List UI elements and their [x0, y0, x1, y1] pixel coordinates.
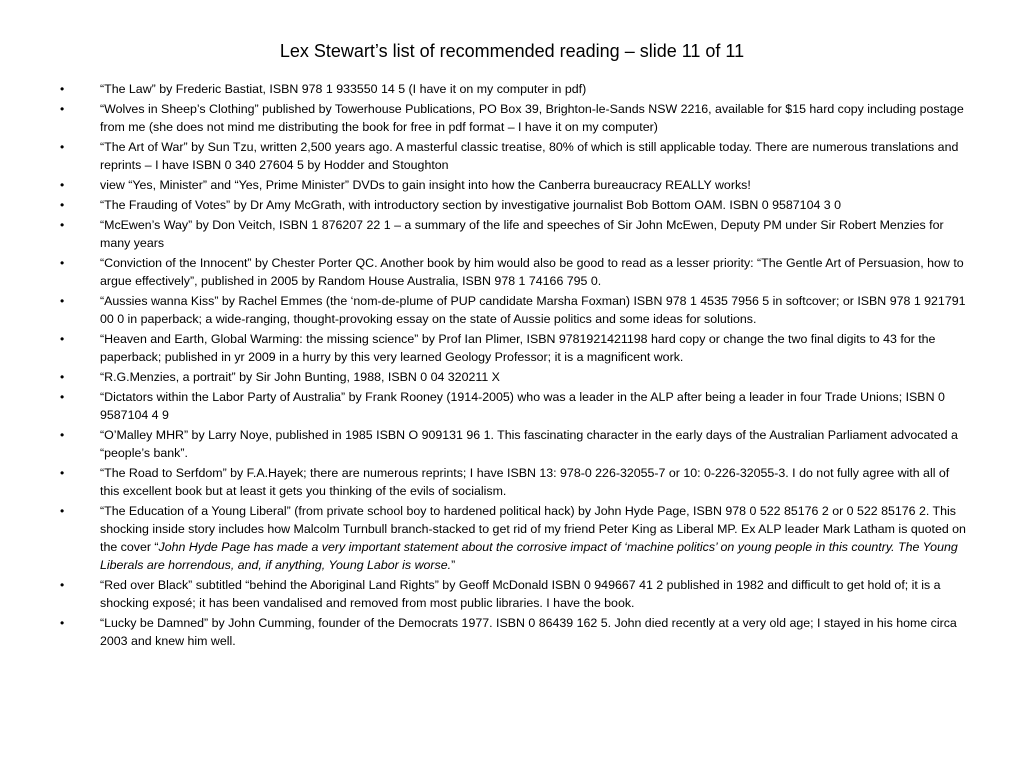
list-item [60, 330, 970, 366]
bullet-icon: • [60, 102, 65, 116]
item-text: view “Yes, Minister” and “Yes, Prime Minister” DVDs to gain insight into how the Canberra bureaucracy REALLY works! [100, 178, 751, 192]
bullet-icon: • [60, 82, 65, 96]
reading-list [60, 80, 970, 652]
quote-close: ” [451, 558, 456, 572]
bullet-icon: • [60, 294, 65, 308]
list-item [60, 502, 970, 574]
bullet-icon: • [60, 178, 65, 192]
list-item [60, 196, 970, 214]
item-text: “McEwen’s Way” by Don Veitch, ISBN 1 876207 22 1 – a summary of the life and speeches of Sir John McEwen, Deputy PM under Sir Robert Menzies for many years [100, 218, 944, 250]
slide-title: Lex Stewart’s list of recommended reading – slide 11 of 11 [279, 41, 745, 61]
item-text: “Conviction of the Innocent” by Chester Porter QC. Another book by him would also be good to read as a lesser priority: “The Gentle Art of Persuasion, how to argue effectively”, published in 2005 by Random House Australia, ISBN 978 1 74166 795 0. [100, 256, 964, 288]
bullet-icon: • [60, 256, 65, 270]
item-text: “The Education of a Young Liberal” (from private school boy to hardened political hack) by John Hyde Page, ISBN 978 0 522 85176 2 or 0 522 85176 2. This shocking inside story includes how Malcolm Turnbull branch-stacked to get rid of my friend Peter King as Liberal MP. Ex ALP leader Mark Latham is quoted on the cover “ [100, 504, 966, 554]
item-text: “The Law” by Frederic Bastiat, ISBN 978 1 933550 14 5 (I have it on my computer in pdf) [100, 82, 587, 96]
list-item [60, 576, 970, 612]
bullet-icon: • [60, 578, 65, 592]
bullet-icon: • [60, 140, 65, 154]
item-text: “Lucky be Damned” by John Cumming, founder of the Democrats 1977. ISBN 0 86439 162 5. John died recently at a very old age; I stayed in his home circa 2003 and knew him well. [100, 616, 957, 648]
bullet-icon: • [60, 370, 65, 384]
bullet-icon: • [60, 332, 65, 346]
cover-quote: John Hyde Page has made a very important statement about the corrosive impact of ‘machine politics’ on young people in this country. The Young Liberals are horrendous, and, if anything, Young Labor is worse. [100, 540, 958, 572]
list-item [60, 138, 970, 174]
bullet-icon: • [60, 504, 65, 518]
bullet-icon: • [60, 390, 65, 404]
item-text: “Wolves in Sheep’s Clothing” published by Towerhouse Publications, PO Box 39, Brighton-le-Sands NSW 2216, available for $15 hard copy including postage from me (she does not mind me distributing the book for free in pdf format – I have it on my computer) [100, 102, 964, 134]
item-text: “The Road to Serfdom” by F.A.Hayek; there are numerous reprints; I have ISBN 13: 978-0 226-32055-7 or 10: 0-226-32055-3. I do not fully agree with all of this excellent book but at least it gets you thinking of the evils of socialism. [100, 466, 950, 498]
list-item [60, 216, 970, 252]
list-item [60, 426, 970, 462]
bullet-icon: • [60, 198, 65, 212]
item-text: “The Art of War” by Sun Tzu, written 2,500 years ago. A masterful classic treatise, 80% of which is still applicable today. There are numerous translations and reprints – I have ISBN 0 340 27604 5 by Hodder and Stoughton [100, 140, 959, 172]
list-item [60, 464, 970, 500]
list-item [60, 254, 970, 290]
bullet-icon: • [60, 428, 65, 442]
bullet-icon: • [60, 218, 65, 232]
list-item [60, 388, 970, 424]
item-text: “Heaven and Earth, Global Warming: the missing science” by Prof Ian Plimer, ISBN 9781921421198 hard copy or change the two final digits to 43 for the paperback; published in yr 2009 in a hurry by this very learned Geology Professor; it is a magnificent work. [100, 332, 936, 364]
item-text: “The Frauding of Votes” by Dr Amy McGrath, with introductory section by investigative journalist Bob Bottom OAM. ISBN 0 9587104 3 0 [100, 198, 842, 212]
item-text: “O’Malley MHR” by Larry Noye, published in 1985 ISBN O 909131 96 1. This fascinating character in the early days of the Australian Parliament advocated a “people’s bank”. [100, 428, 958, 460]
list-item [60, 614, 970, 650]
list-item [60, 100, 970, 136]
list-item [60, 292, 970, 328]
list-item [60, 176, 970, 194]
item-text: “Red over Black” subtitled “behind the Aboriginal Land Rights” by Geoff McDonald ISBN 0 949667 41 2 published in 1982 and difficult to get hold of; it is a shocking exposé; it has been vandalised and removed from most public libraries. I have the book. [100, 578, 941, 610]
bullet-icon: • [60, 466, 65, 480]
list-item [60, 368, 970, 386]
item-text: “Aussies wanna Kiss” by Rachel Emmes (the ‘nom-de-plume of PUP candidate Marsha Foxman) ISBN 978 1 4535 7956 5 in softcover; or ISBN 978 1 921791 00 0 in paperback; a wide-ranging, thought-provoking essay on the state of Aussie politics and some ideas for solutions. [100, 294, 966, 326]
item-text: “R.G.Menzies, a portrait” by Sir John Bunting, 1988, ISBN 0 04 320211 X [100, 370, 500, 384]
bullet-icon: • [60, 616, 65, 630]
list-item [60, 80, 970, 98]
item-text: “Dictators within the Labor Party of Australia” by Frank Rooney (1914-2005) who was a leader in the ALP after being a leader in four Trade Unions; ISBN 0 9587104 4 9 [100, 390, 945, 422]
